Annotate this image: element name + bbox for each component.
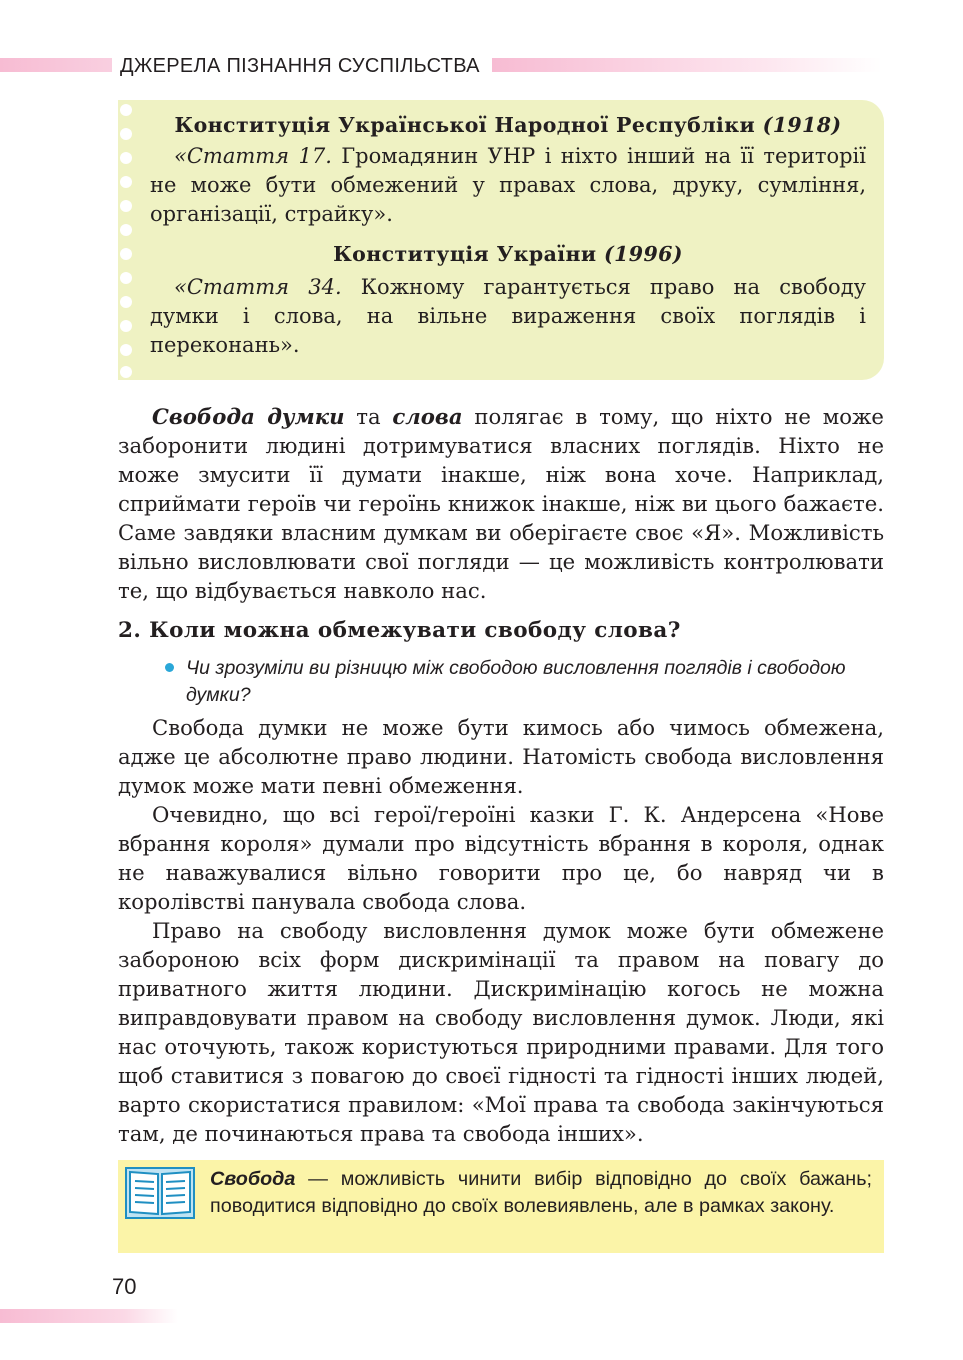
section-2-body: [118, 713, 884, 1148]
notebook-holes: [118, 100, 132, 380]
intro-paragraph: [118, 402, 884, 605]
header-band-left: [0, 58, 112, 72]
page-number: 70: [112, 1274, 137, 1299]
bullet-dot-icon: [165, 663, 174, 672]
constitution-quote-box: [118, 100, 884, 380]
intro-conjunction: та: [344, 404, 393, 429]
intro-text: полягає в тому, що ніхто не може заборонити людині дотримуватися власних поглядів. Ніхто не може змусити її думати інакше, ніж вона хоче. Наприклад, сприймати героїв чи героїнь книжок інакше, ніж ви цього бажаєте. Саме завдяки власним думкам ви оберігаєте своє «Я». Можливість вільно висловлювати свої погляди — це можливість контролювати те, що відбувається навколо нас.: [118, 404, 884, 603]
definition-box: [118, 1160, 884, 1253]
source-1-title: [150, 108, 866, 142]
page-header: [0, 52, 880, 76]
definition-text: — можливість чинити вибір відповідно до своїх бажань; поводитися відповідно до своїх волевиявлень, але в рамках закону.: [210, 1168, 872, 1217]
article-17-label: «Стаття 17.: [174, 144, 332, 168]
definition-term: Свобода: [210, 1168, 296, 1190]
paragraph-3: Право на свободу висловлення думок може бути обмежене забороною всіх форм дискримінації та правом на повагу до приватного життя людини. Дискримінацію когось не можна виправдовувати правом на свободу висловлення думок. Люди, які нас оточують, також користуються природними правами. Для того щоб ставитися з повагою до своєї гідності та гідності інших людей, варто скористатися правилом: «Мої права та свобода закінчуються там, де починаються права та свобода інших».: [118, 918, 884, 1146]
review-question: Чи зрозуміли ви різницю між свободою висловлення поглядів і свободою думки?: [186, 657, 846, 706]
source-2-name: Конституція України: [333, 242, 597, 266]
header-band-right: [492, 58, 882, 72]
source-1-name: Конституція Української Народної Республіки: [174, 113, 756, 137]
article-34-label: «Стаття 34.: [174, 275, 342, 299]
intro-block: [118, 402, 884, 605]
section-2-heading: 2. Коли можна обмежувати свободу слова?: [118, 618, 681, 643]
source-2-year: (1996): [604, 242, 683, 266]
paragraph-1: Свобода думки не може бути кимось або чимось обмежена, адже це абсолютне право людини. Натомість свобода висловлення думок може мати певні обмеження.: [118, 715, 884, 798]
term-speech: слова: [392, 404, 463, 429]
source-1-year: (1918): [762, 113, 842, 137]
section-title: ДЖЕРЕЛА ПІЗНАННЯ СУСПІЛЬСТВА: [120, 55, 480, 77]
article-34-text: Кожному гарантується право на свободу думки і слова, на вільне вираження своїх поглядів і переконань».: [150, 275, 866, 357]
paragraph-2: Очевидно, що всі герої/героїні казки Г. К. Андерсена «Нове вбрання короля» думали про відсутність вбрання в короля, однак не наважувалися вільно говорити про це, бо навряд чи в королівстві панувала свобода слова.: [118, 802, 884, 914]
source-2-quote: [150, 273, 866, 360]
source-2-title: [150, 237, 866, 271]
source-1-quote: [150, 142, 866, 229]
footer-band: [0, 1309, 178, 1323]
open-book-icon: [124, 1164, 196, 1220]
article-17-text: Громадянин УНР і ніхто інший на її території не може бути обмежений у правах слова, друку, сумління, організації, страйку».: [150, 144, 866, 226]
term-freedom-of-thought: Свобода думки: [152, 404, 345, 429]
